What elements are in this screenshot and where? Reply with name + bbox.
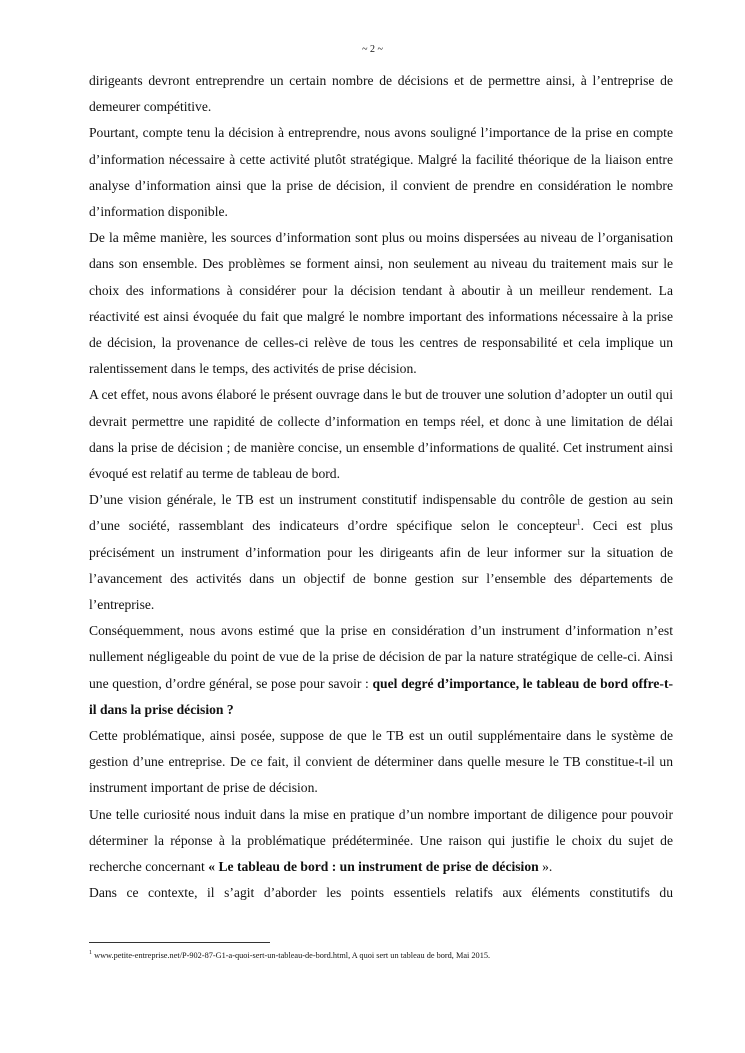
paragraph-7: Cette problématique, ainsi posée, suppose de que le TB est un outil supplémentaire dans le système de gestion d’une entreprise. De ce fait, il convient de déterminer dans quelle mesure le TB constitue-t-il un instrument important de prise de décision. — [89, 728, 673, 796]
paragraph-1: dirigeants devront entreprendre un certain nombre de décisions et de permettre ainsi, à l’entreprise de demeurer compétitive. — [89, 73, 673, 115]
paragraph-5-text-after: . Ceci est plus précisément un instrument d’information pour les dirigeants afin de leur informer sur la situation de l’avancement des activités dans un objectif de bonne gestion sur l’ensemble des départements de l’entreprise. — [89, 518, 673, 613]
footnote-text: www.petite-entreprise.net/P-902-87-G1-a-quoi-sert-un-tableau-de-bord.html, A quoi sert un tableau de bord, Mai 2015. — [92, 951, 491, 960]
body-text — [89, 68, 673, 907]
paragraph-6 — [89, 618, 673, 723]
paragraph-3: De la même manière, les sources d’information sont plus ou moins dispersées au niveau de l’organisation dans son ensemble. Des problèmes se forment ainsi, non seulement au niveau du traitement mais sur le choix des informations à considérer pour la décision tendant à aboutir à un meilleur rendement. La réactivité est ainsi évoquée du fait que malgré le nombre important des informations nécessaire à la prise de décision, la provenance de celles-ci relève de tous les centres de responsabilité et cela implique un ralentissement dans le temps, des activités de prise décision. — [89, 230, 673, 377]
footnote — [89, 950, 689, 961]
page-number: ~ 2 ~ — [362, 44, 383, 55]
footnote-reference[interactable]: 1 — [576, 517, 581, 527]
paragraph-9: Dans ce contexte, il s’agit d’aborder les points essentiels relatifs aux éléments constitutifs du — [89, 885, 673, 901]
paragraph-8-text-after: ». — [538, 859, 553, 875]
paragraph-8 — [89, 802, 673, 881]
paragraph-5-text-before: D’une vision générale, le TB est un instrument constitutif indispensable du contrôle de gestion au sein d’une société, rassemblant des indicateurs d’ordre spécifique selon le concepteur — [89, 492, 673, 534]
paragraph-2: Pourtant, compte tenu la décision à entreprendre, nous avons souligné l’importance de la prise en compte d’information nécessaire à cette activité plutôt stratégique. Malgré la facilité théorique de la liaison entre analyse d’information ainsi que la prise de décision, il convient de prendre en considération le nombre d’information disponible. — [89, 125, 673, 220]
paragraph-5 — [89, 487, 673, 618]
footnote-separator — [89, 942, 270, 943]
research-subject-title: « Le tableau de bord : un instrument de prise de décision — [208, 859, 539, 875]
paragraph-8-text: Une telle curiosité nous induit dans la mise en pratique d’un nombre important de diligence pour pouvoir déterminer la réponse à la problématique prédéterminée. Une raison qui justifie le choix du sujet de recherche concernant — [89, 806, 673, 875]
paragraph-4: A cet effet, nous avons élaboré le présent ouvrage dans le but de trouver une solution d’adopter un outil qui devrait permettre une rapidité de collecte d’information en temps réel, et donc à une limitation de délai dans la prise de décision ; de manière concise, un ensemble d’informations de qualité. Cet instrument ainsi évoqué est relatif au terme de tableau de bord. — [89, 387, 673, 482]
research-question: quel degré d’importance, le tableau de bord offre-t-il dans la prise décision ? — [89, 675, 673, 717]
footnote-number: 1 — [89, 950, 92, 957]
paragraph-6-text: Conséquemment, nous avons estimé que la prise en considération d’un instrument d’information n’est nullement négligeable du point de vue de la prise de décision de par la nature stratégique de celle-ci. Ainsi une question, d’ordre général, se pose pour savoir : — [89, 623, 673, 691]
